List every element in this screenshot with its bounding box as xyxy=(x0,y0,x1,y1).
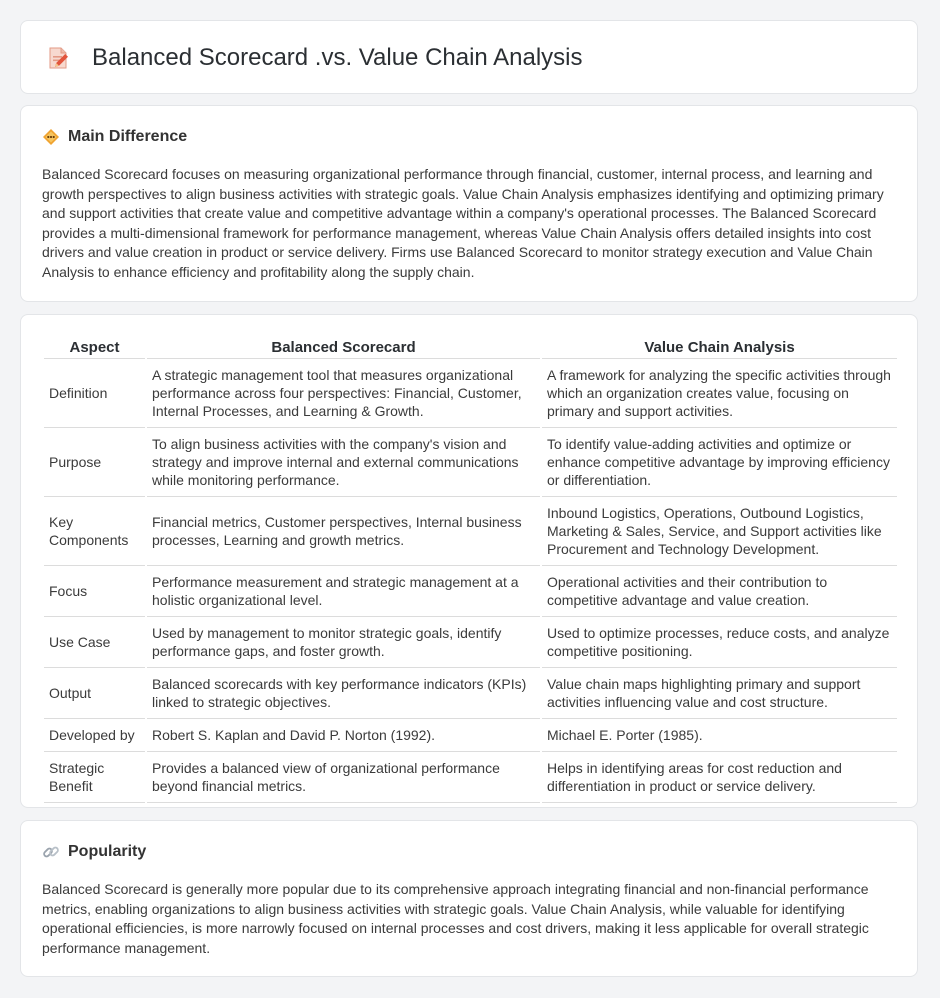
balanced-scorecard-cell: To align business activities with the company's vision and strategy and improve internal and external communications while monitoring performance. xyxy=(147,428,540,497)
table-header-row xyxy=(44,335,897,359)
balanced-scorecard-cell: Used by management to monitor strategic goals, identify performance gaps, and foster growth. xyxy=(147,617,540,668)
value-chain-cell: Michael E. Porter (1985). xyxy=(542,719,897,752)
value-chain-cell: Helps in identifying areas for cost reduction and differentiation in product or service delivery. xyxy=(542,752,897,803)
link-icon xyxy=(42,843,60,861)
table-row xyxy=(44,617,897,668)
aspect-cell: Purpose xyxy=(44,428,145,497)
balanced-scorecard-cell: Balanced scorecards with key performance indicators (KPIs) linked to strategic objectives. xyxy=(147,668,540,719)
value-chain-cell: Operational activities and their contribution to competitive advantage and value creation. xyxy=(542,566,897,617)
table-row xyxy=(44,668,897,719)
comparison-table xyxy=(42,335,899,803)
title-card xyxy=(20,20,918,94)
comparison-table-card xyxy=(20,314,918,808)
diamond-warning-icon xyxy=(42,128,60,146)
aspect-cell: Use Case xyxy=(44,617,145,668)
table-row xyxy=(44,566,897,617)
table-row xyxy=(44,752,897,803)
balanced-scorecard-cell: A strategic management tool that measures organizational performance across four perspectives: Financial, Customer, Internal Processes, and Learning & Growth. xyxy=(147,359,540,428)
header-balanced-scorecard: Balanced Scorecard xyxy=(147,335,540,359)
header-aspect: Aspect xyxy=(44,335,145,359)
popularity-text: Balanced Scorecard is generally more popular due to its comprehensive approach integrating financial and non-financial performance metrics, enabling organizations to align business activities with strategic goals. Value Chain Analysis, while valuable for identifying operational efficiencies, is more narrowly focused on internal processes and cost drivers, making it less applicable for overall strategic performance management. xyxy=(42,881,869,956)
page-title: Balanced Scorecard .vs. Value Chain Analysis xyxy=(92,44,583,71)
header-value-chain-analysis: Value Chain Analysis xyxy=(542,335,897,359)
aspect-cell: Definition xyxy=(44,359,145,428)
value-chain-cell: To identify value-adding activities and optimize or enhance competitive advantage by improving efficiency or differentiation. xyxy=(542,428,897,497)
popularity-card xyxy=(20,820,918,977)
balanced-scorecard-cell: Performance measurement and strategic management at a holistic organizational level. xyxy=(147,566,540,617)
aspect-cell: Output xyxy=(44,668,145,719)
value-chain-cell: A framework for analyzing the specific activities through which an organization creates value, focusing on primary and support activities. xyxy=(542,359,897,428)
main-difference-text: Balanced Scorecard focuses on measuring organizational performance through financial, customer, internal process, and learning and growth perspectives to align business activities with strategic goals. Value Chain Analysis emphasizes identifying and optimizing primary and support activities that create value and competitive advantage within a company's operational processes. The Balanced Scorecard provides a multi-dimensional framework for performance management, whereas Value Chain Analysis offers detailed insights into cost drivers and value creation in product or service delivery. Firms use Balanced Scorecard to monitor strategy execution and Value Chain Analysis to enhance efficiency and profitability along the supply chain. xyxy=(42,166,884,280)
balanced-scorecard-cell: Financial metrics, Customer perspectives, Internal business processes, Learning and growth metrics. xyxy=(147,497,540,566)
table-row xyxy=(44,359,897,428)
balanced-scorecard-cell: Provides a balanced view of organizational performance beyond financial metrics. xyxy=(147,752,540,803)
table-row xyxy=(44,719,897,752)
main-difference-card xyxy=(20,105,918,302)
table-row xyxy=(44,428,897,497)
main-difference-header xyxy=(42,128,187,146)
aspect-cell: Developed by xyxy=(44,719,145,752)
value-chain-cell: Inbound Logistics, Operations, Outbound Logistics, Marketing & Sales, Service, and Support activities like Procurement and Technology Development. xyxy=(542,497,897,566)
aspect-cell: Focus xyxy=(44,566,145,617)
document-pencil-icon xyxy=(45,45,71,71)
value-chain-cell: Value chain maps highlighting primary and support activities influencing value and cost structure. xyxy=(542,668,897,719)
popularity-header xyxy=(42,843,146,861)
main-difference-heading: Main Difference xyxy=(68,128,188,145)
aspect-cell: Strategic Benefit xyxy=(44,752,145,803)
popularity-heading: Popularity xyxy=(68,843,147,860)
table-row xyxy=(44,497,897,566)
aspect-cell: Key Components xyxy=(44,497,145,566)
value-chain-cell: Used to optimize processes, reduce costs, and analyze competitive positioning. xyxy=(542,617,897,668)
balanced-scorecard-cell: Robert S. Kaplan and David P. Norton (1992). xyxy=(147,719,540,752)
